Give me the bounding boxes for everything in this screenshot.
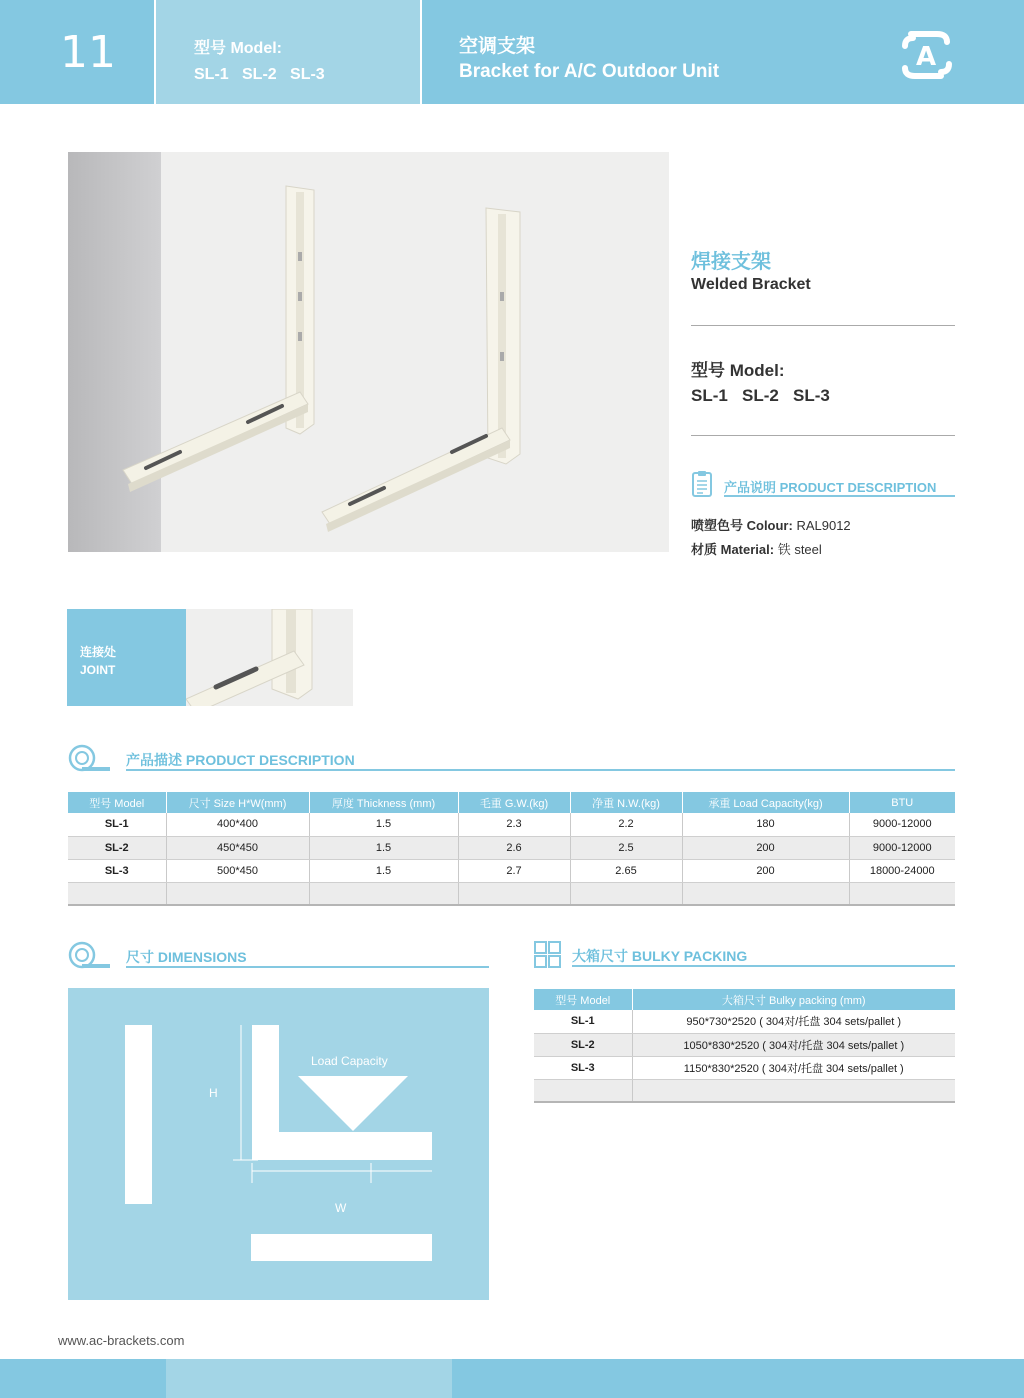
table-cell: 2.7 xyxy=(458,859,570,882)
table-cell: SL-1 xyxy=(68,813,166,836)
table-cell: 200 xyxy=(682,836,849,859)
table-row xyxy=(534,1010,955,1033)
product-name-cn: 焊接支架 xyxy=(691,251,771,273)
product-name-block xyxy=(691,245,955,294)
section-underline xyxy=(724,495,955,497)
header-title-cn: 空调支架 xyxy=(459,36,536,57)
dimension-label-load: Load Capacity xyxy=(311,1054,388,1068)
table-cell: 1.5 xyxy=(309,813,458,836)
header-title-block xyxy=(422,0,719,104)
header-model-block xyxy=(156,0,420,104)
packing-section-header xyxy=(534,936,955,970)
divider xyxy=(691,435,955,436)
header-model-list: SL-1 SL-2 SL-3 xyxy=(194,66,325,83)
spec-table-header-row xyxy=(68,792,955,813)
table-row xyxy=(68,836,955,859)
header-model-label: 型号 Model: xyxy=(194,40,282,57)
table-row xyxy=(68,813,955,836)
product-description-header xyxy=(691,470,955,498)
product-photo xyxy=(68,152,669,552)
joint-photo xyxy=(186,609,353,706)
spec-col-header: 厚度 Thickness (mm) xyxy=(309,792,458,813)
load-arrow-shape xyxy=(298,1076,408,1131)
spec-col-header: 尺寸 Size H*W(mm) xyxy=(166,792,309,813)
table-row xyxy=(534,1056,955,1079)
material-row xyxy=(691,538,851,562)
tape-measure-icon xyxy=(68,937,112,971)
table-cell: 200 xyxy=(682,859,849,882)
table-cell: 1.5 xyxy=(309,859,458,882)
boxes-icon xyxy=(534,936,562,970)
dimension-label-w: W xyxy=(335,1201,347,1215)
spec-section-header xyxy=(68,740,955,774)
table-cell: 2.5 xyxy=(570,836,682,859)
section-underline xyxy=(126,769,955,771)
page-footer xyxy=(0,1359,1024,1398)
table-cell: 1.5 xyxy=(309,836,458,859)
spec-section-title: 产品描述 PRODUCT DESCRIPTION xyxy=(126,752,355,768)
material-value: 铁 steel xyxy=(777,542,822,557)
table-cell: 950*730*2520 ( 304对/托盘 304 sets/pallet ) xyxy=(632,1010,955,1033)
spec-col-header: 毛重 G.W.(kg) xyxy=(458,792,570,813)
vertical-bar-shape xyxy=(125,1025,152,1204)
clipboard-icon xyxy=(691,470,713,498)
table-cell: 2.65 xyxy=(570,859,682,882)
spec-col-header: 型号 Model xyxy=(68,792,166,813)
table-cell: 9000-12000 xyxy=(849,836,955,859)
colour-value: RAL9012 xyxy=(796,518,851,533)
section-underline xyxy=(572,965,955,967)
packing-section-title: 大箱尺寸 BULKY PACKING xyxy=(572,948,748,964)
table-row-empty xyxy=(534,1079,955,1102)
joint-label-box xyxy=(67,609,186,706)
dimensions-section-header xyxy=(68,937,489,971)
table-cell: 2.6 xyxy=(458,836,570,859)
table-row xyxy=(534,1033,955,1056)
table-cell: 1050*830*2520 ( 304对/托盘 304 sets/pallet ) xyxy=(632,1033,955,1056)
table-cell: 18000-24000 xyxy=(849,859,955,882)
table-cell: 500*450 xyxy=(166,859,309,882)
table-cell: SL-2 xyxy=(68,836,166,859)
dimension-label-h: H xyxy=(209,1086,218,1100)
colour-label: 喷塑色号 Colour: xyxy=(691,518,793,533)
table-cell: 9000-12000 xyxy=(849,813,955,836)
header-title-en: Bracket for A/C Outdoor Unit xyxy=(459,61,720,82)
spec-col-header: BTU xyxy=(849,792,955,813)
divider xyxy=(691,325,955,326)
table-cell: 2.3 xyxy=(458,813,570,836)
table-cell: SL-2 xyxy=(534,1033,632,1056)
material-label: 材质 Material: xyxy=(691,542,775,557)
table-cell: 400*400 xyxy=(166,813,309,836)
table-cell: SL-3 xyxy=(534,1056,632,1079)
product-spec-list xyxy=(691,514,851,562)
table-cell: 2.2 xyxy=(570,813,682,836)
table-cell: SL-1 xyxy=(534,1010,632,1033)
spec-col-header: 净重 N.W.(kg) xyxy=(570,792,682,813)
footer-url[interactable]: www.ac-brackets.com xyxy=(58,1333,185,1348)
brand-logo-icon xyxy=(897,28,955,82)
section-underline xyxy=(126,966,489,968)
colour-row xyxy=(691,514,851,538)
spec-col-header: 承重 Load Capacity(kg) xyxy=(682,792,849,813)
product-description-title: 产品说明 PRODUCT DESCRIPTION xyxy=(724,480,937,495)
table-cell: SL-3 xyxy=(68,859,166,882)
joint-label-cn: 连接处 xyxy=(80,645,117,659)
table-cell: 1150*830*2520 ( 304对/托盘 304 sets/pallet ) xyxy=(632,1056,955,1079)
dimensions-section-title: 尺寸 DIMENSIONS xyxy=(126,949,247,965)
packing-col-header: 型号 Model xyxy=(534,989,632,1010)
product-model-label: 型号 Model: xyxy=(691,361,785,380)
horizontal-bar-shape xyxy=(251,1234,432,1261)
product-model-list: SL-1 SL-2 SL-3 xyxy=(691,386,830,405)
table-row-empty xyxy=(68,882,955,905)
brand-logo-letter: A xyxy=(915,42,937,72)
tape-measure-icon xyxy=(68,740,112,774)
packing-table-header-row xyxy=(534,989,955,1010)
table-cell: 180 xyxy=(682,813,849,836)
footer-accent xyxy=(166,1359,452,1398)
page-number: 11 xyxy=(60,26,116,78)
table-row xyxy=(68,859,955,882)
product-name-en: Welded Bracket xyxy=(691,276,811,293)
dimensions-diagram xyxy=(68,988,489,1300)
spec-table xyxy=(68,792,955,906)
packing-col-header: 大箱尺寸 Bulky packing (mm) xyxy=(632,989,955,1010)
joint-label-en: JOINT xyxy=(80,663,116,677)
table-cell: 450*450 xyxy=(166,836,309,859)
product-model-block xyxy=(691,358,830,408)
packing-table xyxy=(534,989,955,1103)
